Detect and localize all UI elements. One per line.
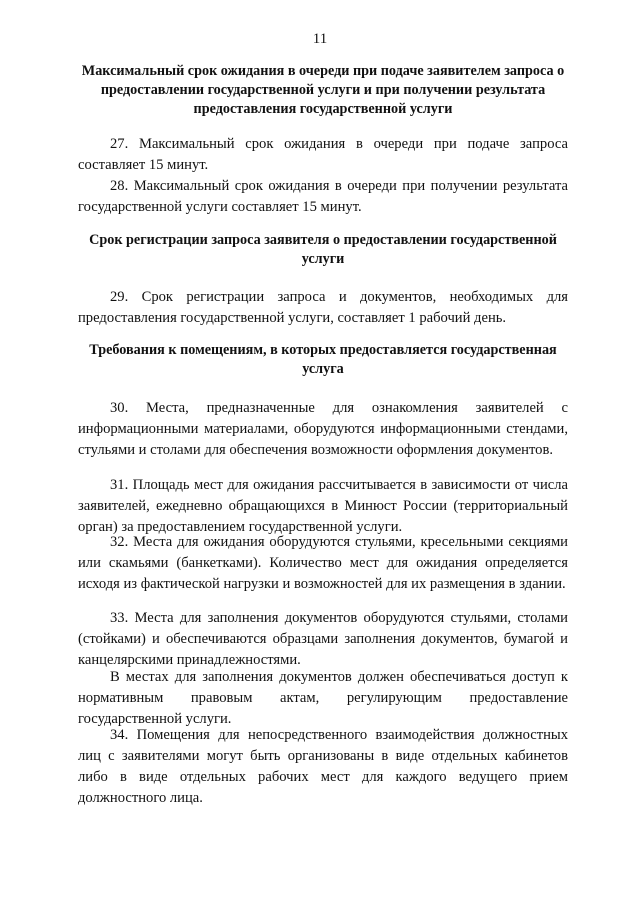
paragraph-31: 31. Площадь мест для ожидания рассчитывается в зависимости от числа заявителей, ежедневно обращающихся в Минюст России (территориальный орган) за предоставлением государственной услуги.	[78, 477, 568, 535]
paragraph-34: 34. Помещения для непосредственного взаимодействия должностных лиц с заявителями могут быть организованы в виде отдельных кабинетов либо в виде отдельных рабочих мест для каждого ведущего прием должностного лица.	[78, 727, 568, 806]
paragraph-30: 30. Места, предназначенные для ознакомления заявителей с информационными материалами, оборудуются информационными стендами, стульями и столами для обеспечения возможности оформления документов.	[78, 400, 568, 458]
page-number: 11	[312, 31, 328, 47]
paragraph-29: 29. Срок регистрации запроса и документов, необходимых для предоставления государственной услуги, составляет 1 рабочий день.	[78, 289, 568, 326]
paragraph-32: 32. Места для ожидания оборудуются стульями, кресельными секциями или скамьями (банкетками). Количество мест для ожидания определяется исходя из фактической нагрузки и возможностей для их размещения в здании.	[78, 534, 568, 592]
section-heading-premises-requirements: Требования к помещениям, в которых предоставляется государственная услуга	[89, 342, 557, 377]
paragraph-33-access: В местах для заполнения документов должен обеспечиваться доступ к нормативным правовым актам, регулирующим предоставление государственной услуги.	[78, 669, 568, 727]
section-heading-registration-term: Срок регистрации запроса заявителя о предоставлении государственной услуги	[89, 232, 557, 267]
paragraph-28: 28. Максимальный срок ожидания в очереди при получении результата государственной услуги составляет 15 минут.	[78, 178, 568, 215]
section-heading-max-wait: Максимальный срок ожидания в очереди при подаче заявителем запроса о предоставлении государственной услуги и при получении результата предоставления государственной услуги	[81, 63, 565, 117]
paragraph-27: 27. Максимальный срок ожидания в очереди при подаче запроса составляет 15 минут.	[78, 136, 568, 173]
paragraph-33: 33. Места для заполнения документов оборудуются стульями, столами (стойками) и обеспечиваются образцами заполнения документов, бумагой и канцелярскими принадлежностями.	[78, 610, 568, 668]
